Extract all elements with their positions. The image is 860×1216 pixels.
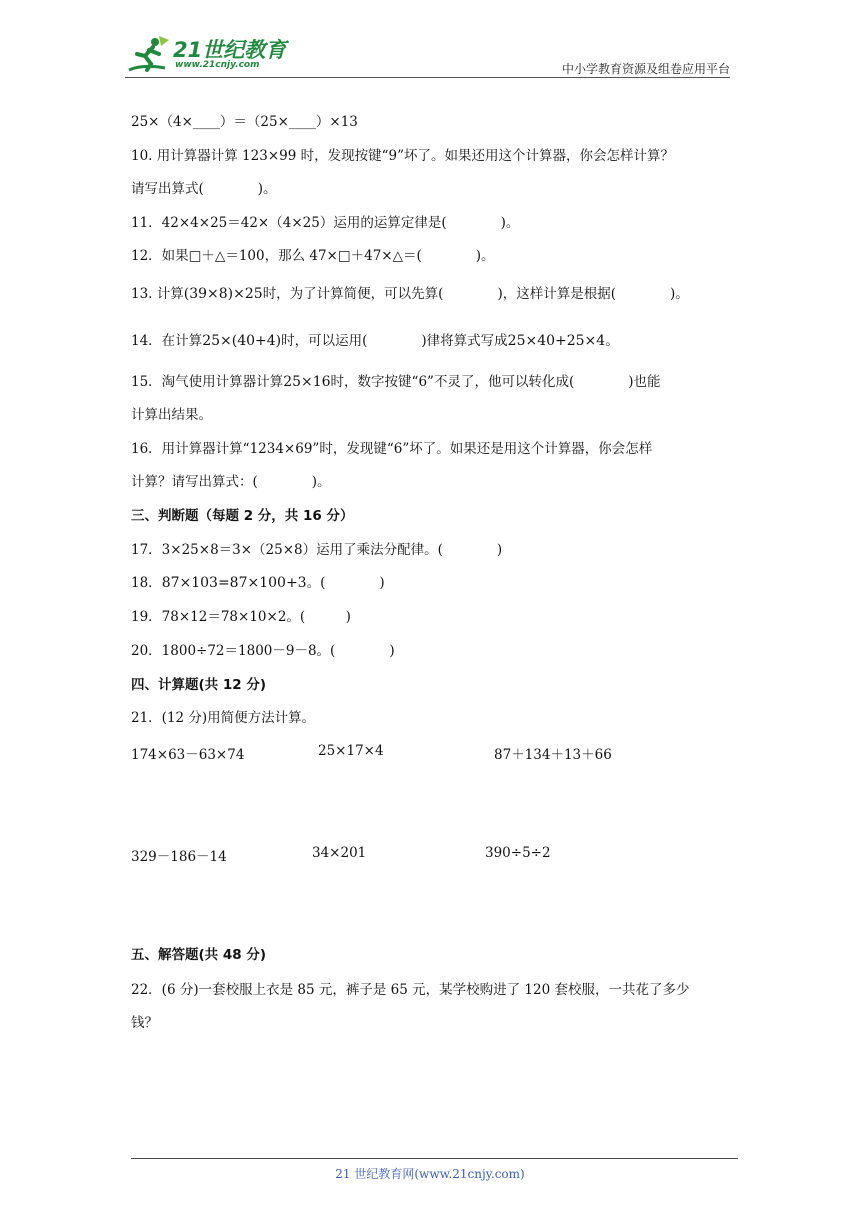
question-13-prefix: 13. 计算 <box>131 286 184 302</box>
question-18-suffix: 。( ) <box>306 575 385 591</box>
question-15-expression: 25×16 <box>283 374 331 390</box>
question-13 <box>131 284 689 304</box>
section-5-heading: 五、解答题(共 48 分) <box>131 947 267 963</box>
question-14-middle: 时，可以运用( )律将算式写成 <box>281 333 508 349</box>
calc-item-3: 87＋134＋13＋66 <box>494 747 612 763</box>
question-13-suffix: 时，为了计算简便，可以先算( )，这样计算是根据( )。 <box>262 286 689 302</box>
section-4-heading: 四、计算题(共 12 分) <box>131 677 267 693</box>
calc-item-4: 329－186－14 <box>131 849 227 865</box>
question-17: 17．3×25×8＝3×（25×8）运用了乘法分配律。( ) <box>131 542 503 558</box>
question-12: 12．如果□＋△＝100，那么 47×□＋47×△＝( )。 <box>131 248 495 264</box>
header-platform-text: 中小学教育资源及组卷应用平台 <box>561 62 730 76</box>
question-22-line1: 22．(6 分)一套校服上衣是 85 元，裤子是 65 元，某学校购进了 120 套校服，一共花了多少 <box>131 982 690 998</box>
question-10-line1: 10. 用计算器计算 123×99 时，发现按键“9”坏了。如果还用这个计算器，你会怎样计算？ <box>131 148 674 164</box>
calc-item-2: 25×17×4 <box>318 743 384 759</box>
calc-item-6: 390÷5÷2 <box>485 845 551 861</box>
question-18 <box>131 573 385 593</box>
logo-text: 21世纪教育 <box>173 38 287 62</box>
header-divider <box>125 77 730 78</box>
question-16-line2: 计算？请写出算式：( )。 <box>131 474 331 490</box>
footer-link[interactable]: 21 世纪教育网(www.21cnjy.com) <box>335 1167 525 1181</box>
question-20: 20．1800÷72＝1800－9－8。( ) <box>131 643 395 659</box>
question-15-prefix: 15．淘气使用计算器计算 <box>131 374 284 390</box>
question-10-line2: 请写出算式( )。 <box>131 181 277 197</box>
question-15-suffix: 时，数字按键“6”不灵了，他可以转化成( )也能 <box>330 374 661 390</box>
footer-divider <box>131 1158 738 1159</box>
logo-url: www.21cnjy.com <box>175 60 260 70</box>
question-14-prefix: 14．在计算 <box>131 333 203 349</box>
question-14 <box>131 331 619 351</box>
section-3-heading: 三、判断题（每题 2 分，共 16 分） <box>131 508 354 524</box>
question-13-expression: (39×8)×25 <box>183 286 263 302</box>
calc-item-5: 34×201 <box>312 845 367 861</box>
question-15-line2: 计算出结果。 <box>131 407 212 423</box>
question-14-end: 。 <box>605 333 619 349</box>
question-11: 11．42×4×25＝42×（4×25）运用的运算定律是( )。 <box>131 215 520 231</box>
calc-item-1: 174×63－63×74 <box>131 747 245 763</box>
runner-logo-icon <box>125 34 171 76</box>
site-logo[interactable] <box>125 34 305 76</box>
question-14-expression-2: 25×40+25×4 <box>507 333 606 349</box>
question-16-line1: 16．用计算器计算“1234×69”时，发现键“6”坏了。如果还是用这个计算器，你会怎样 <box>131 441 653 457</box>
question-18-expression: 87×103=87×100+3 <box>161 575 307 591</box>
question-14-expression: 25×(40+4) <box>202 333 282 349</box>
question-18-prefix: 18． <box>131 575 162 591</box>
question-9-continued: 25×（4×____）＝（25×____）×13 <box>131 114 358 130</box>
question-22-line2: 钱？ <box>131 1015 158 1031</box>
question-21: 21．(12 分)用简便方法计算。 <box>131 710 316 726</box>
question-19: 19．78×12＝78×10×2。( ) <box>131 609 351 625</box>
question-15-line1 <box>131 372 660 392</box>
page-header <box>125 30 730 82</box>
